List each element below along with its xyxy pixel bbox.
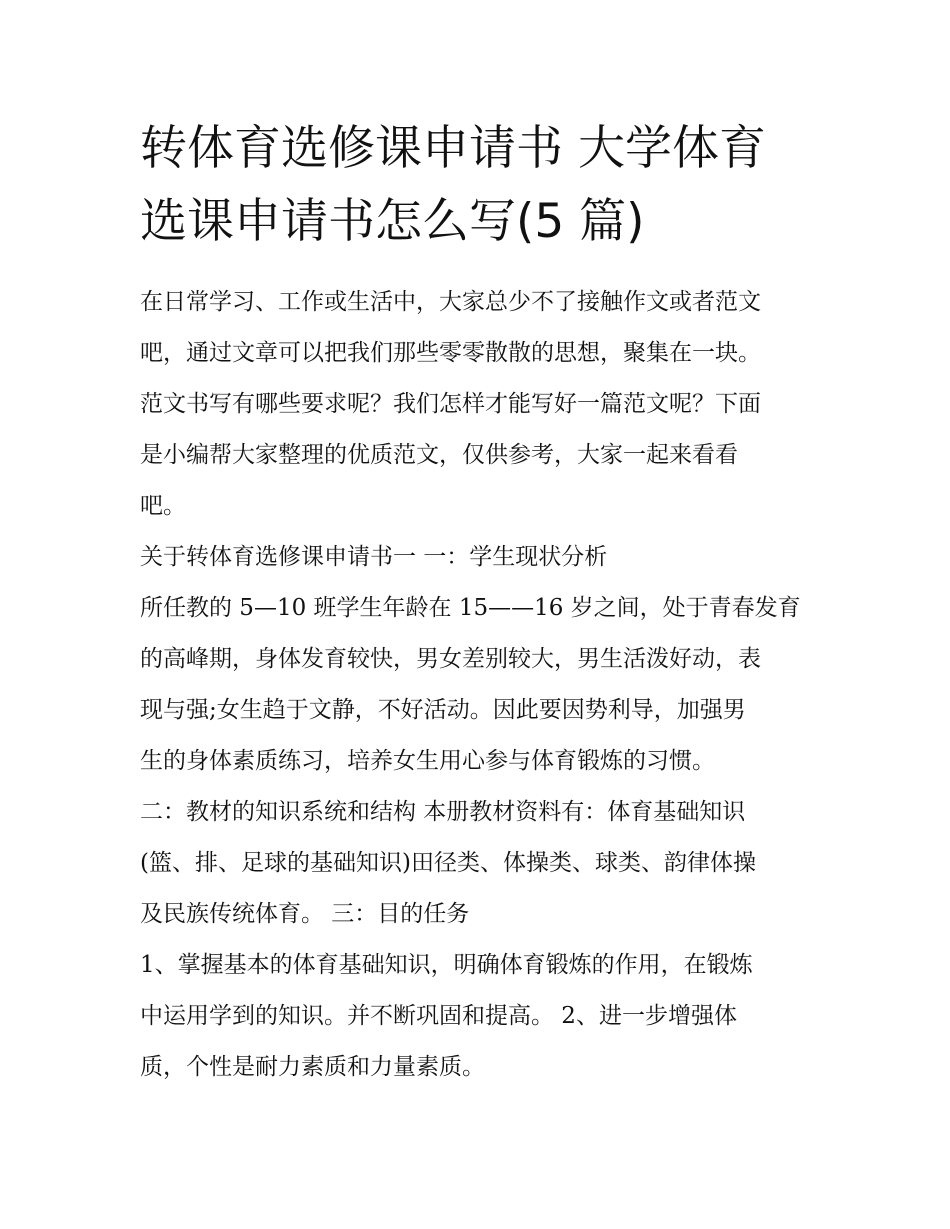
body-line: 现与强;女生趋于文静，不好活动。因此要因势利导，加强男: [140, 697, 746, 723]
body-line: 生的身体素质练习，培养女生用心参与体育锻炼的习惯。: [140, 748, 715, 774]
body-line: (篮、排、足球的基础知识)田径类、体操类、球类、韵律体操: [140, 850, 756, 876]
body-line: 1、掌握基本的体育基础知识，明确体育锻炼的作用，在锻炼: [140, 952, 753, 978]
body-line: 及民族传统体育。 三：目的任务: [140, 901, 470, 927]
body-line: 的高峰期，身体发育较快，男女差别较大，男生活泼好动，表: [140, 646, 761, 672]
document-title: [140, 112, 820, 258]
body-line: 吧，通过文章可以把我们那些零零散散的思想，聚集在一块。: [140, 340, 761, 366]
body-line: 范文书写有哪些要求呢？我们怎样才能写好一篇范文呢？下面: [140, 391, 761, 417]
body-line: 二：教材的知识系统和结构 本册教材资料有：体育基础知识: [140, 799, 746, 825]
body-line: 所任教的 5—10 班学生年龄在 15——16 岁之间，处于青春发育: [140, 595, 801, 621]
body-line: 在日常学习、工作或生活中，大家总少不了接触作文或者范文: [140, 289, 761, 315]
body-line: 吧。: [140, 493, 186, 519]
body-line: 中运用学到的知识。并不断巩固和提高。 2、进一步增强体: [140, 1003, 737, 1029]
document-body: [140, 277, 830, 1093]
title-line: 转体育选修课申请书 大学体育: [140, 121, 766, 176]
body-line: 质，个性是耐力素质和力量素质。: [140, 1054, 485, 1080]
title-line: 选课申请书怎么写(5 篇): [140, 194, 645, 249]
section-heading-line: 关于转体育选修课申请书一 一：学生现状分析: [140, 544, 608, 570]
body-line: 是小编帮大家整理的优质范文，仅供参考，大家一起来看看: [140, 442, 738, 468]
